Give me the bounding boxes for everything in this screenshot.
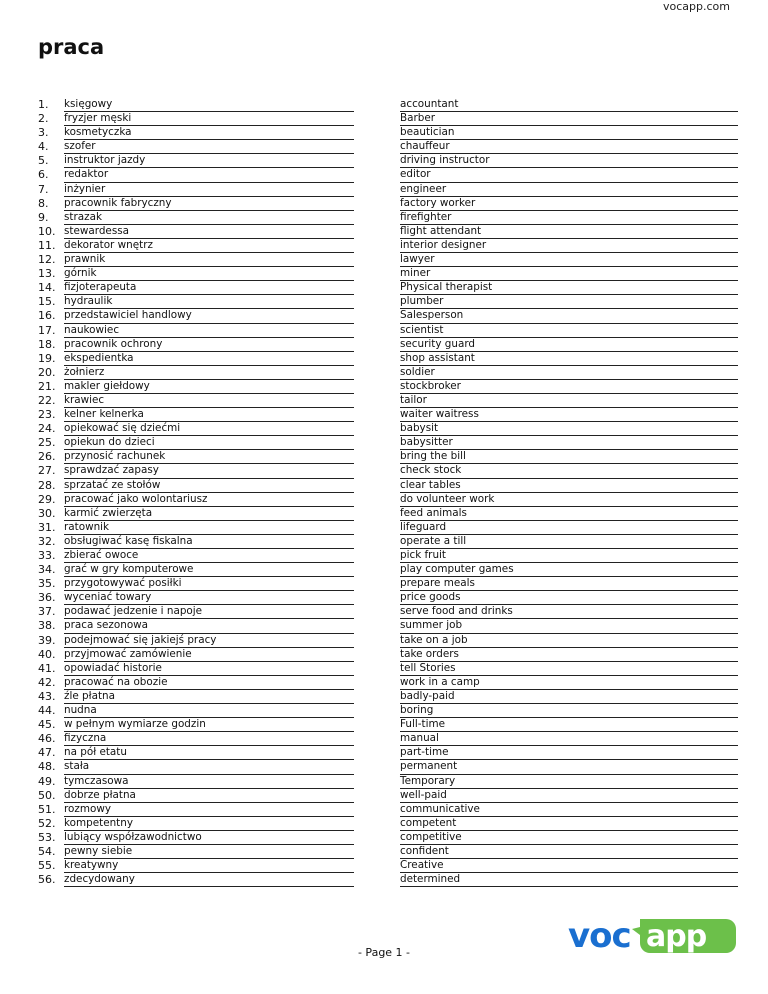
column-gap <box>354 803 400 817</box>
english-term: permanent <box>400 760 738 774</box>
english-term: chauffeur <box>400 140 738 154</box>
vocab-row <box>38 845 738 859</box>
polish-term: przygotowywać posiłki <box>64 577 354 591</box>
column-gap <box>354 718 400 732</box>
english-term: lifeguard <box>400 521 738 535</box>
polish-term: zdecydowany <box>64 873 354 887</box>
polish-term: obsługiwać kasę fiskalna <box>64 535 354 549</box>
column-gap <box>354 662 400 676</box>
vocab-row <box>38 450 738 464</box>
item-number: 21. <box>38 379 56 393</box>
polish-term: zbierać owoce <box>64 549 354 563</box>
vocab-row <box>38 281 738 295</box>
item-number: 28. <box>38 478 56 492</box>
polish-term: nudna <box>64 704 354 718</box>
vocab-row <box>38 577 738 591</box>
vocab-row <box>38 436 738 450</box>
english-term: clear tables <box>400 479 738 493</box>
page-title: praca <box>38 35 105 59</box>
column-gap <box>354 760 400 774</box>
item-number: 46. <box>38 732 56 746</box>
vocab-row <box>38 168 738 182</box>
vocab-row <box>38 775 738 789</box>
vocab-row <box>38 873 738 887</box>
item-number: 22. <box>38 393 56 407</box>
polish-term: pracownik fabryczny <box>64 197 354 211</box>
item-number: 31. <box>38 520 56 534</box>
vocab-row <box>38 831 738 845</box>
column-gap <box>354 183 400 197</box>
item-number: 42. <box>38 675 56 689</box>
column-gap <box>354 338 400 352</box>
english-term: stockbroker <box>400 380 738 394</box>
item-number: 27. <box>38 464 56 478</box>
vocab-row <box>38 267 738 281</box>
polish-term: lubiący współzawodnictwo <box>64 831 354 845</box>
vocab-row <box>38 690 738 704</box>
english-term: Barber <box>400 112 738 126</box>
vocab-row <box>38 634 738 648</box>
svg-text:voc: voc <box>568 916 631 956</box>
polish-term: instruktor jazdy <box>64 154 354 168</box>
site-url: vocapp.com <box>663 0 730 13</box>
vocab-row <box>38 521 738 535</box>
vocab-row <box>38 563 738 577</box>
column-gap <box>354 211 400 225</box>
vocapp-logo <box>566 913 736 957</box>
column-gap <box>354 309 400 323</box>
polish-term: ratownik <box>64 521 354 535</box>
vocab-row <box>38 648 738 662</box>
vocab-row <box>38 507 738 521</box>
polish-term: makler giełdowy <box>64 380 354 394</box>
english-term: confident <box>400 845 738 859</box>
column-gap <box>354 140 400 154</box>
item-number: 44. <box>38 704 56 718</box>
polish-term: sprawdzać zapasy <box>64 464 354 478</box>
english-term: operate a till <box>400 535 738 549</box>
item-number: 54. <box>38 844 56 858</box>
item-number: 25. <box>38 436 56 450</box>
column-gap <box>354 197 400 211</box>
column-gap <box>354 732 400 746</box>
column-gap <box>354 154 400 168</box>
item-number: 20. <box>38 365 56 379</box>
vocab-row <box>38 154 738 168</box>
item-number: 33. <box>38 549 56 562</box>
item-number: 14. <box>38 281 56 295</box>
item-number: 51. <box>38 802 56 816</box>
polish-term: fizjoterapeuta <box>64 281 354 295</box>
item-number: 47. <box>38 746 56 760</box>
item-number: 15. <box>38 295 56 309</box>
column-gap <box>354 380 400 394</box>
polish-term: praca sezonowa <box>64 619 354 633</box>
item-number: 53. <box>38 830 56 844</box>
vocab-row <box>38 197 738 211</box>
column-gap <box>354 112 400 126</box>
english-term: tell Stories <box>400 662 738 676</box>
polish-term: źle płatna <box>64 690 354 704</box>
english-term: Temporary <box>400 775 738 789</box>
vocab-row <box>38 464 738 478</box>
column-gap <box>354 775 400 789</box>
item-number: 37. <box>38 605 56 619</box>
column-gap <box>354 605 400 619</box>
vocab-row <box>38 98 738 112</box>
polish-term: górnik <box>64 267 354 281</box>
column-gap <box>354 366 400 380</box>
vocab-row <box>38 704 738 718</box>
column-gap <box>354 225 400 239</box>
polish-term: sprzatać ze stołów <box>64 479 354 493</box>
column-gap <box>354 98 400 112</box>
item-number: 5. <box>38 154 49 168</box>
english-term: firefighter <box>400 211 738 225</box>
item-number: 11. <box>38 238 56 252</box>
english-term: accountant <box>400 98 738 112</box>
item-number: 9. <box>38 210 49 224</box>
english-term: flight attendant <box>400 225 738 239</box>
polish-term: rozmowy <box>64 803 354 817</box>
english-term: manual <box>400 732 738 746</box>
item-number: 45. <box>38 718 56 732</box>
column-gap <box>354 704 400 718</box>
vocab-row <box>38 817 738 831</box>
column-gap <box>354 648 400 662</box>
english-term: badly-paid <box>400 690 738 704</box>
vocab-row <box>38 366 738 380</box>
column-gap <box>354 521 400 535</box>
column-gap <box>354 831 400 845</box>
vocab-row <box>38 746 738 760</box>
vocab-row <box>38 422 738 436</box>
english-term: price goods <box>400 591 738 605</box>
item-number: 29. <box>38 492 56 506</box>
english-term: boring <box>400 704 738 718</box>
column-gap <box>354 324 400 338</box>
polish-term: dekorator wnętrz <box>64 239 354 253</box>
column-gap <box>354 563 400 577</box>
vocab-row <box>38 394 738 408</box>
polish-term: podawać jedzenie i napoje <box>64 605 354 619</box>
vocab-row <box>38 479 738 493</box>
polish-term: strazak <box>64 211 354 225</box>
column-gap <box>354 408 400 422</box>
polish-term: pracować na obozie <box>64 676 354 690</box>
english-term: babysit <box>400 422 738 436</box>
polish-term: fizyczna <box>64 732 354 746</box>
item-number: 38. <box>38 619 56 633</box>
polish-term: szofer <box>64 140 354 154</box>
english-term: scientist <box>400 324 738 338</box>
english-term: Full-time <box>400 718 738 732</box>
vocab-row <box>38 859 738 873</box>
polish-term: kompetentny <box>64 817 354 831</box>
polish-term: redaktor <box>64 168 354 182</box>
item-number: 6. <box>38 168 49 182</box>
polish-term: pracownik ochrony <box>64 338 354 352</box>
english-term: take orders <box>400 648 738 662</box>
english-term: work in a camp <box>400 676 738 690</box>
item-number: 52. <box>38 816 56 830</box>
english-term: waiter waitress <box>400 408 738 422</box>
item-number: 24. <box>38 422 56 436</box>
column-gap <box>354 535 400 549</box>
vocab-row <box>38 338 738 352</box>
item-number: 50. <box>38 788 56 802</box>
column-gap <box>354 394 400 408</box>
english-term: beautician <box>400 126 738 140</box>
vocab-row <box>38 408 738 422</box>
polish-term: podejmować się jakiejś pracy <box>64 634 354 648</box>
item-number: 49. <box>38 774 56 788</box>
column-gap <box>354 253 400 267</box>
english-term: security guard <box>400 338 738 352</box>
english-term: competent <box>400 817 738 831</box>
item-number: 1. <box>38 98 49 111</box>
vocab-row <box>38 225 738 239</box>
vocab-row <box>38 140 738 154</box>
vocab-row <box>38 662 738 676</box>
column-gap <box>354 549 400 563</box>
english-term: play computer games <box>400 563 738 577</box>
item-number: 35. <box>38 577 56 591</box>
vocab-row <box>38 732 738 746</box>
column-gap <box>354 789 400 803</box>
item-number: 36. <box>38 591 56 605</box>
english-term: determined <box>400 873 738 887</box>
english-term: competitive <box>400 831 738 845</box>
item-number: 34. <box>38 563 56 577</box>
polish-term: kelner kelnerka <box>64 408 354 422</box>
item-number: 43. <box>38 689 56 703</box>
item-number: 12. <box>38 253 56 267</box>
item-number: 18. <box>38 337 56 351</box>
english-term: interior designer <box>400 239 738 253</box>
svg-text:app: app <box>646 919 707 954</box>
english-term: take on a job <box>400 634 738 648</box>
vocabulary-list <box>38 98 738 887</box>
polish-term: krawiec <box>64 394 354 408</box>
polish-term: w pełnym wymiarze godzin <box>64 718 354 732</box>
english-term: communicative <box>400 803 738 817</box>
column-gap <box>354 436 400 450</box>
item-number: 39. <box>38 633 56 647</box>
english-term: Creative <box>400 859 738 873</box>
english-term: tailor <box>400 394 738 408</box>
english-term: factory worker <box>400 197 738 211</box>
item-number: 17. <box>38 323 56 337</box>
english-term: summer job <box>400 619 738 633</box>
polish-term: inżynier <box>64 183 354 197</box>
vocab-row <box>38 211 738 225</box>
column-gap <box>354 873 400 887</box>
polish-term: kosmetyczka <box>64 126 354 140</box>
vocab-row <box>38 309 738 323</box>
column-gap <box>354 464 400 478</box>
vocab-row <box>38 295 738 309</box>
column-gap <box>354 295 400 309</box>
column-gap <box>354 634 400 648</box>
english-term: prepare meals <box>400 577 738 591</box>
vocab-row <box>38 676 738 690</box>
english-term: pick fruit <box>400 549 738 563</box>
polish-term: tymczasowa <box>64 775 354 789</box>
column-gap <box>354 746 400 760</box>
english-term: soldier <box>400 366 738 380</box>
english-term: part-time <box>400 746 738 760</box>
vocab-row <box>38 591 738 605</box>
column-gap <box>354 845 400 859</box>
item-number: 3. <box>38 126 49 140</box>
vocab-row <box>38 535 738 549</box>
english-term: bring the bill <box>400 450 738 464</box>
item-number: 40. <box>38 647 56 661</box>
vocab-row <box>38 789 738 803</box>
polish-term: przyjmować zamówienie <box>64 648 354 662</box>
vocab-row <box>38 493 738 507</box>
item-number: 56. <box>38 873 56 887</box>
item-number: 7. <box>38 182 49 196</box>
english-term: editor <box>400 168 738 182</box>
english-term: Salesperson <box>400 309 738 323</box>
polish-term: stała <box>64 760 354 774</box>
vocab-row <box>38 803 738 817</box>
item-number: 26. <box>38 450 56 464</box>
vocab-row <box>38 352 738 366</box>
item-number: 55. <box>38 859 56 873</box>
vocab-row <box>38 549 738 563</box>
vocab-row <box>38 380 738 394</box>
english-term: engineer <box>400 183 738 197</box>
vocab-row <box>38 760 738 774</box>
polish-term: żołnierz <box>64 366 354 380</box>
english-term: miner <box>400 267 738 281</box>
polish-term: prawnik <box>64 253 354 267</box>
item-number: 30. <box>38 506 56 520</box>
column-gap <box>354 267 400 281</box>
column-gap <box>354 168 400 182</box>
polish-term: pracować jako wolontariusz <box>64 493 354 507</box>
vocab-row <box>38 718 738 732</box>
item-number: 32. <box>38 534 56 548</box>
english-term: feed animals <box>400 507 738 521</box>
vocab-row <box>38 183 738 197</box>
english-term: serve food and drinks <box>400 605 738 619</box>
polish-term: przedstawiciel handlowy <box>64 309 354 323</box>
item-number: 41. <box>38 661 56 675</box>
vocab-row <box>38 112 738 126</box>
vocab-row <box>38 253 738 267</box>
vocab-row <box>38 619 738 633</box>
english-term: driving instructor <box>400 154 738 168</box>
column-gap <box>354 676 400 690</box>
column-gap <box>354 507 400 521</box>
polish-term: naukowiec <box>64 324 354 338</box>
item-number: 23. <box>38 408 56 422</box>
english-term: babysitter <box>400 436 738 450</box>
english-term: check stock <box>400 464 738 478</box>
column-gap <box>354 859 400 873</box>
polish-term: ekspedientka <box>64 352 354 366</box>
column-gap <box>354 690 400 704</box>
polish-term: opowiadać historie <box>64 662 354 676</box>
vocab-row <box>38 605 738 619</box>
english-term: plumber <box>400 295 738 309</box>
polish-term: fryzjer męski <box>64 112 354 126</box>
item-number: 10. <box>38 224 56 238</box>
polish-term: przynosić rachunek <box>64 450 354 464</box>
polish-term: na pół etatu <box>64 746 354 760</box>
item-number: 48. <box>38 760 56 774</box>
polish-term: dobrze płatna <box>64 789 354 803</box>
item-number: 16. <box>38 309 56 323</box>
polish-term: pewny siebie <box>64 845 354 859</box>
column-gap <box>354 619 400 633</box>
item-number: 4. <box>38 140 49 154</box>
vocab-row <box>38 126 738 140</box>
column-gap <box>354 422 400 436</box>
column-gap <box>354 352 400 366</box>
polish-term: hydraulik <box>64 295 354 309</box>
column-gap <box>354 591 400 605</box>
english-term: Physical therapist <box>400 281 738 295</box>
item-number: 2. <box>38 112 49 126</box>
polish-term: kreatywny <box>64 859 354 873</box>
column-gap <box>354 126 400 140</box>
polish-term: grać w gry komputerowe <box>64 563 354 577</box>
polish-term: wyceniać towary <box>64 591 354 605</box>
column-gap <box>354 450 400 464</box>
polish-term: opiekun do dzieci <box>64 436 354 450</box>
column-gap <box>354 281 400 295</box>
item-number: 19. <box>38 351 56 365</box>
vocab-row <box>38 239 738 253</box>
english-term: lawyer <box>400 253 738 267</box>
item-number: 8. <box>38 196 49 210</box>
polish-term: stewardessa <box>64 225 354 239</box>
column-gap <box>354 239 400 253</box>
english-term: well-paid <box>400 789 738 803</box>
column-gap <box>354 577 400 591</box>
column-gap <box>354 817 400 831</box>
english-term: do volunteer work <box>400 493 738 507</box>
polish-term: opiekować się dziećmi <box>64 422 354 436</box>
item-number: 13. <box>38 267 56 281</box>
english-term: shop assistant <box>400 352 738 366</box>
page-number: - Page 1 - <box>357 946 411 959</box>
vocab-row <box>38 324 738 338</box>
polish-term: księgowy <box>64 98 354 112</box>
polish-term: karmić zwierzęta <box>64 507 354 521</box>
column-gap <box>354 493 400 507</box>
column-gap <box>354 479 400 493</box>
